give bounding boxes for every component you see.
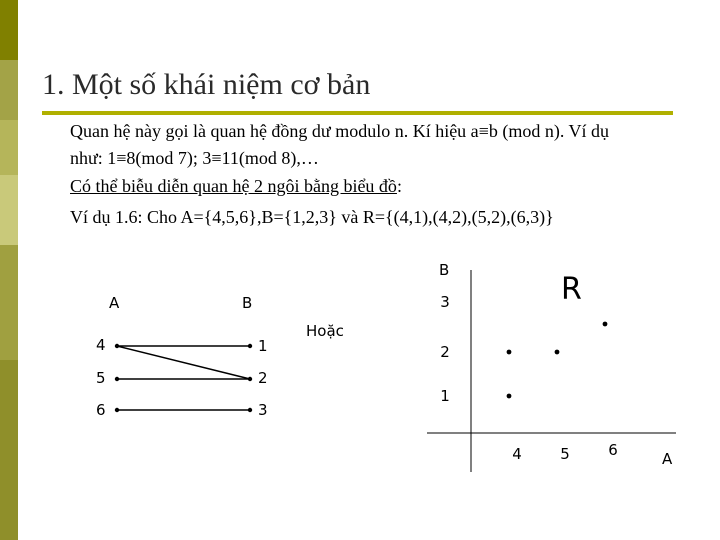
mapping-dot <box>115 408 119 412</box>
mapping-dot <box>248 377 252 381</box>
mapping-set-b-label: B <box>242 294 253 312</box>
body-line-3-underlined: Có thể biễu diễn quan hệ 2 ngôi bằng biểu đồ <box>70 176 397 196</box>
chart-x-tick-label: 5 <box>560 445 570 463</box>
mapping-a-item: 5 <box>96 369 106 387</box>
chart-axes <box>427 270 676 472</box>
body-line-1: Quan hệ này gọi là quan hệ đồng dư modulo n. Kí hiệu a≡b (mod n). Ví dụ <box>70 121 609 141</box>
mapping-dot <box>248 344 252 348</box>
body-line-2: như: 1≡8(mod 7); 3≡11(mod 8),… <box>70 148 319 168</box>
mapping-set-a-label: A <box>109 294 120 312</box>
body-line-4: Ví dụ 1.6: Cho A={4,5,6},B={1,2,3} và R={(4,1),(4,2),(5,2),(6,3)} <box>70 207 554 227</box>
mapping-dot <box>248 408 252 412</box>
chart-x-axis-label: A <box>662 450 673 468</box>
or-label: Hoặc <box>306 322 344 340</box>
relation-point <box>603 322 608 327</box>
chart-y-tick-label: 1 <box>440 387 450 405</box>
chart-x-tick-label: 4 <box>512 445 522 463</box>
mapping-b-item: 1 <box>258 337 268 355</box>
mapping-a-item: 4 <box>96 336 106 354</box>
body-line-3-suffix: : <box>396 176 402 196</box>
mapping-dot <box>115 377 119 381</box>
mapping-a-item: 6 <box>96 401 106 419</box>
relation-point <box>555 350 560 355</box>
mapping-dot <box>115 344 119 348</box>
relation-point <box>507 350 512 355</box>
chart-marks <box>440 293 618 463</box>
relation-r-label: R <box>561 272 582 307</box>
mapping-b-item: 2 <box>258 369 268 387</box>
mapping-edge <box>117 346 250 379</box>
chart-y-axis-label: B <box>439 261 450 279</box>
mapping-arrows <box>115 344 252 412</box>
chart-y-tick-label: 3 <box>440 293 450 311</box>
mapping-b-item: 3 <box>258 401 268 419</box>
chart-y-tick-label: 2 <box>440 343 450 361</box>
chart-x-tick-label: 6 <box>608 441 618 459</box>
relation-point <box>507 394 512 399</box>
slide-title: 1. Một số khái niệm cơ bản <box>42 68 371 101</box>
